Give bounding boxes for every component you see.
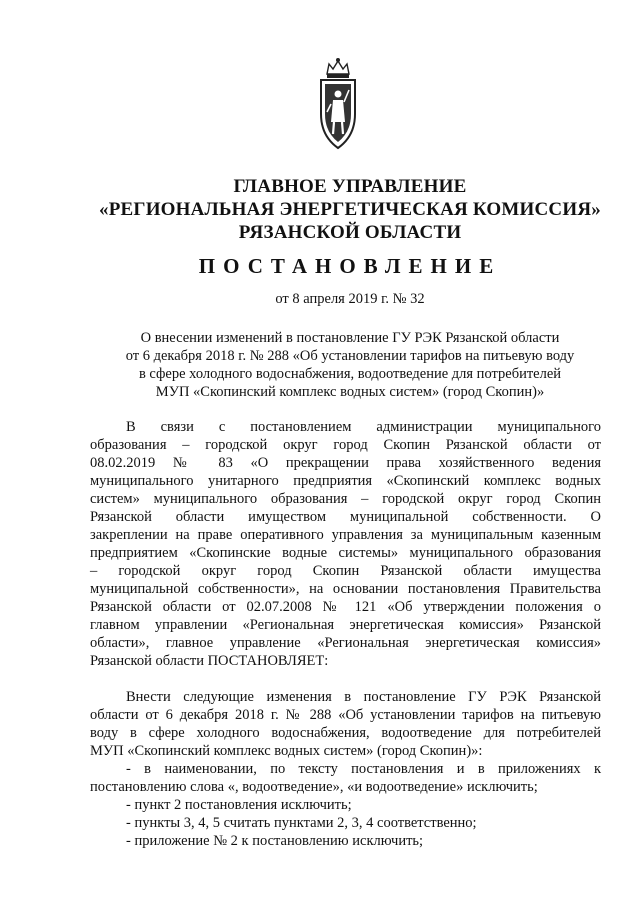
issuer-title-line-3: РЯЗАНСКОЙ ОБЛАСТИ [238,222,462,243]
paragraph-1-line: муниципального унитарного предприятия «Скопинский комплекс водных [90,473,601,489]
issuer-title-line-2: «РЕГИОНАЛЬНАЯ ЭНЕРГЕТИЧЕСКАЯ КОМИССИЯ» [99,199,601,220]
paragraph-1-line: области», главное управление «Региональная энергетическая комиссия» [90,635,601,651]
paragraph-1-line: закреплении на праве оперативного управления за муниципальным казенным [90,527,601,543]
list-item: - приложение № 2 к постановлению исключить; [126,833,424,849]
list-item: - пункт 2 постановления исключить; [126,797,352,813]
coat-of-arms-emblem [313,56,363,156]
document-date-number: от 8 апреля 2019 г. № 32 [275,291,425,307]
paragraph-1-line: В связи с постановлением администрации муниципального [126,419,601,435]
paragraph-2-line: воду в сфере холодного водоснабжения, водоотведение для потребителей [90,725,601,741]
list-item: - в наименовании, по тексту постановления и в приложениях к [126,761,601,777]
paragraph-2-line: МУП «Скопинский комплекс водных систем» (город Скопин)»: [90,743,483,759]
paragraph-1-line: Рязанской области от 02.07.2008 № 121 «Об утверждении положения о [90,599,601,615]
paragraph-2-line: Внести следующие изменения в постановление ГУ РЭК Рязанской [126,689,601,705]
paragraph-2-line: области от 6 декабря 2018 г. № 288 «Об установлении тарифов на питьевую [90,707,601,723]
issuer-title-line-1: ГЛАВНОЕ УПРАВЛЕНИЕ [233,176,467,197]
document-subject [90,329,610,401]
paragraph-1-line: главном управлении «Региональная энергетическая комиссия» Рязанской [90,617,601,633]
subject-line: от 6 декабря 2018 г. № 288 «Об установлении тарифов на питьевую воду [125,348,575,364]
paragraph-1-line: предприятием «Скопинские водные системы» муниципального образования [90,545,601,561]
paragraph-1-line: 08.02.2019 № 83 «О прекращении права хозяйственного ведения [90,455,601,471]
list-item: - пункты 3, 4, 5 считать пунктами 2, 3, 4 соответственно; [126,815,477,831]
paragraph-1-line: Рязанской области ПОСТАНОВЛЯЕТ: [90,653,329,669]
paragraph-1-line: муниципальной собственности», на основании постановления Правительства [90,581,601,597]
list-item-continuation: постановлению слова «, водоотведение», «и водоотведение» исключить; [90,779,538,795]
subject-line: О внесении изменений в постановление ГУ РЭК Рязанской области [140,330,560,346]
paragraph-1-line: – городской округ город Скопин Рязанской области имущества [90,563,601,579]
paragraph-1-line: систем» муниципального образования – городской округ город Скопин [90,491,601,507]
paragraph-1-line: образования – городской округ город Скопин Рязанской области от [90,437,601,453]
subject-line: МУП «Скопинский комплекс водных систем» (город Скопин)» [155,384,545,400]
subject-line: в сфере холодного водоснабжения, водоотведение для потребителей [138,366,562,382]
document-type-title: ПОСТАНОВЛЕНИЕ [198,254,502,278]
paragraph-1-line: Рязанской области имуществом муниципальной собственности. О [90,509,601,525]
